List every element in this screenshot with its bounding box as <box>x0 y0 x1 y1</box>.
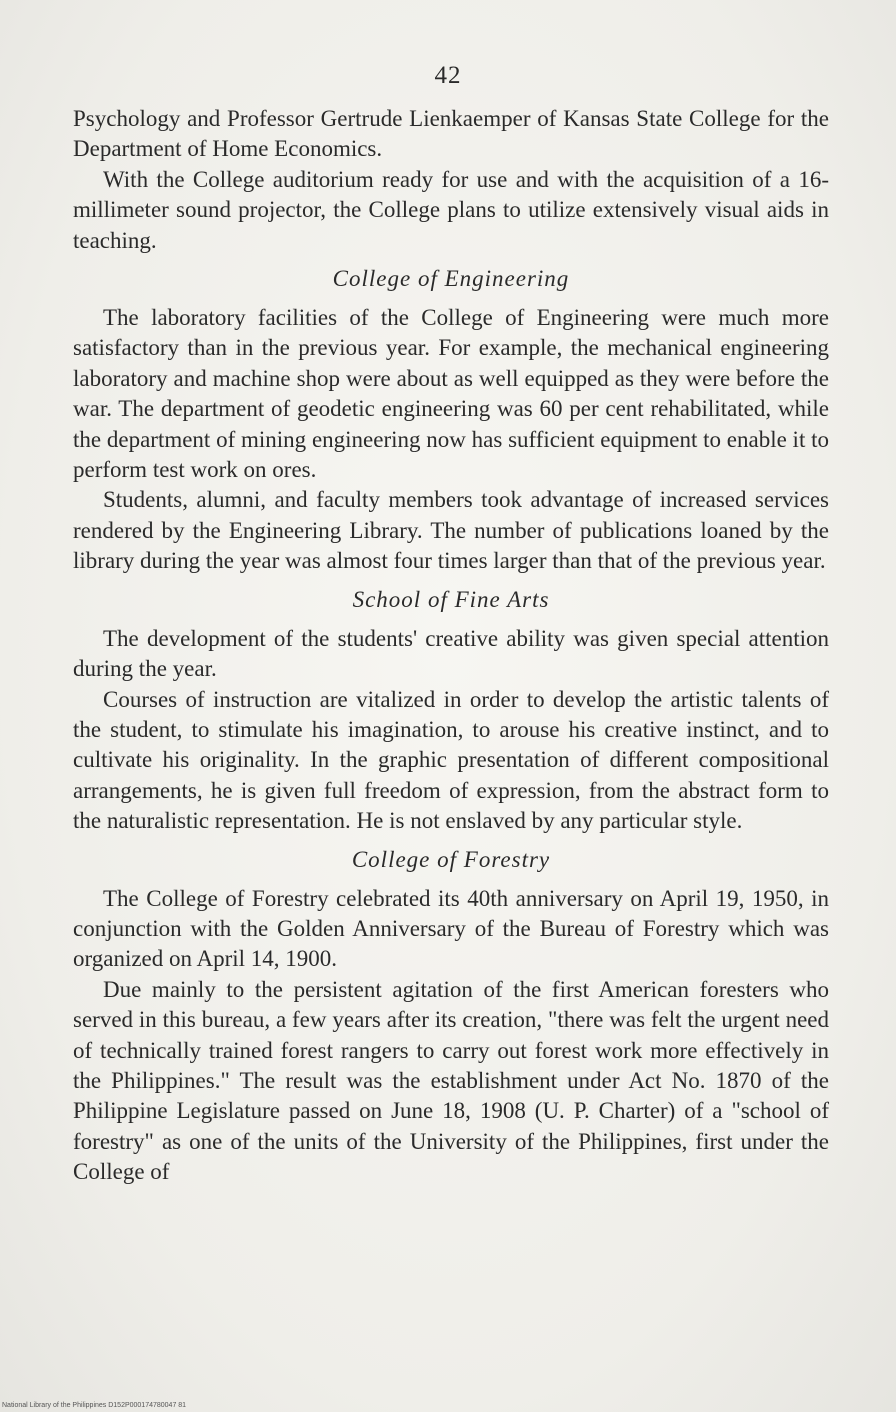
paragraph-forestry-history: Due mainly to the persistent agitation of the first American foresters who served in this bureau, a few years after its creation, "there was felt the urgent need of technically trained forest rangers to carry out forest work more effectively in the Philippines." The result was the establishment under Act No. 1870 of the Philippine Legislature passed on June 18, 1908 (U. P. Charter) of a "school of forestry" as one of the units of the University of the Philippines, first under the College of <box>73 976 829 1185</box>
paragraph-psychology-continuation: Psychology and Professor Gertrude Lienkaemper of Kansas State College for the Department of Home Economics. <box>73 106 829 162</box>
scan-footer-note: National Library of the Philippines D152P000174780047 81 <box>2 1402 187 1409</box>
paragraph-engineering-library: Students, alumni, and faculty members took advantage of increased services rendered by the Engineering Library. The number of publications loaned by the library during the year was almost four times larger than that of the previous year. <box>73 487 829 574</box>
paragraph-engineering-laboratory: The laboratory facilities of the College of Engineering were much more satisfactory than in the previous year. For example, the mechanical engineering laboratory and machine shop were about as well equipped as they were before the war. The department of geodetic engineering was 60 per cent rehabilitated, while the department of mining engineering now has sufficient equipment to enable it to perform test work on ores. <box>73 305 829 483</box>
page-number: 42 <box>434 62 462 89</box>
paragraph-visual-aids: With the College auditorium ready for use and with the acquisition of a 16-millimeter sound projector, the College plans to utilize extensively visual aids in teaching. <box>73 166 829 253</box>
section-heading-fine-arts: School of Fine Arts <box>352 586 550 612</box>
section-heading-forestry: College of Forestry <box>351 846 551 872</box>
page-body <box>73 104 829 1188</box>
paragraph-forestry-anniversary: The College of Forestry celebrated its 40th anniversary on April 19, 1950, in conjunction with the Golden Anniversary of the Bureau of Forestry which was organized on April 14, 1900. <box>73 885 829 972</box>
section-heading-engineering: College of Engineering <box>332 266 570 292</box>
paragraph-creative-ability: The development of the students' creative ability was given special attention during the year. <box>73 625 829 682</box>
paragraph-courses-of-instruction: Courses of instruction are vitalized in order to develop the artistic talents of the student, to stimulate his imagination, to arouse his creative instinct, and to cultivate his originality. In the graphic presentation of different compositional arrangements, he is given full freedom of expression, from the abstract form to the naturalistic representation. He is not enslaved by any particular style. <box>73 686 829 834</box>
